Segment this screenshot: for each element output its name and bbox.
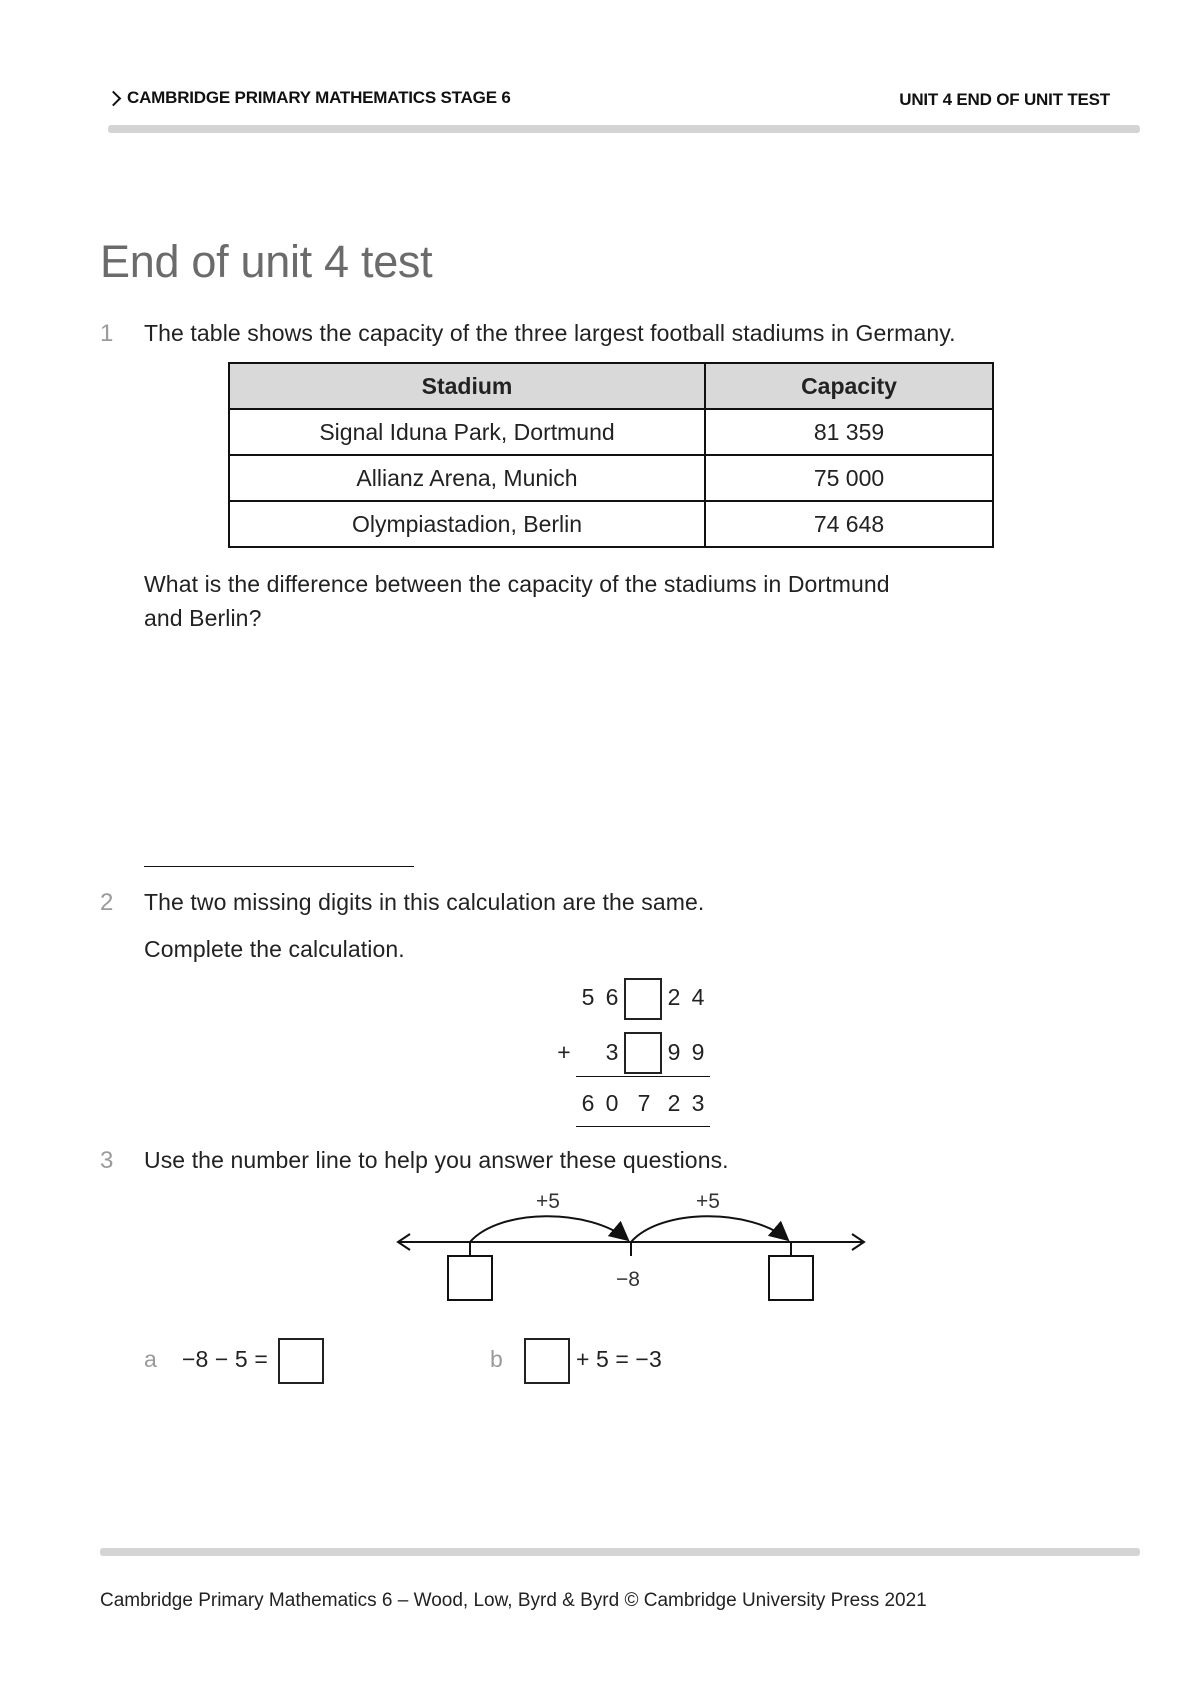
part-a-expression: −8 − 5 = [182,1346,268,1372]
jump-arc-2 [631,1216,788,1242]
table-header-row [229,363,993,409]
part-a-answer-box[interactable] [278,1338,324,1384]
middle-tick-label: −8 [616,1268,640,1291]
table-cell-capacity: 75 000 [705,455,993,501]
calc-row1-digit: 4 [691,984,705,1010]
question-1-prompt-line2: and Berlin? [144,605,262,631]
number-line-box-left[interactable] [448,1256,492,1300]
table-cell-capacity: 74 648 [705,501,993,547]
question-1-prompt-line1: What is the difference between the capacity of the stadiums in Dortmund [144,571,890,597]
calc-row2-digit: 9 [667,1039,681,1065]
calc-row1-digit: 6 [605,984,619,1010]
calc-result-digit: 6 [581,1090,595,1116]
calc-row2-digit: 9 [691,1039,705,1065]
question-2-text: The two missing digits in this calculation are the same. [144,889,705,915]
calc-result-underline [576,1126,710,1127]
table-header-stadium: Stadium [229,363,705,409]
question-1-answer-line[interactable] [144,866,414,867]
calc-row1-digit: 5 [581,984,595,1010]
addition-calculation [540,970,710,1130]
table-row [229,501,993,547]
jump-arc-1 [470,1216,628,1242]
table-row [229,409,993,455]
number-line-diagram [390,1180,870,1320]
calc-result-digit: 3 [691,1090,705,1116]
question-3-text: Use the number line to help you answer these questions. [144,1147,729,1173]
calc-row2-digit: 3 [605,1039,619,1065]
header-unit-title: UNIT 4 END OF UNIT TEST [899,90,1110,109]
table-cell-stadium: Olympiastadion, Berlin [229,501,705,547]
question-2-instruction: Complete the calculation. [144,936,405,962]
footer-copyright: Cambridge Primary Mathematics 6 – Wood, Low, Byrd & Byrd © Cambridge University Press 2021 [100,1590,927,1611]
question-3-number: 3 [100,1147,114,1174]
page-title: End of unit 4 test [100,236,433,287]
header-series-title: CAMBRIDGE PRIMARY MATHEMATICS STAGE 6 [127,88,511,107]
jump-label-1: +5 [536,1190,560,1213]
question-1-number: 1 [100,320,114,347]
calc-result-digit: 2 [667,1090,681,1116]
footer-divider [100,1548,1140,1556]
part-b-expression: + 5 = −3 [576,1346,662,1372]
calc-row1-digit: 2 [667,984,681,1010]
stadium-capacity-table [228,362,994,548]
table-cell-stadium: Allianz Arena, Munich [229,455,705,501]
calc-sum-line [576,1076,710,1077]
jump-label-2: +5 [696,1190,720,1213]
table-cell-capacity: 81 359 [705,409,993,455]
question-1-text: The table shows the capacity of the three largest football stadiums in Germany. [144,320,956,346]
table-cell-stadium: Signal Iduna Park, Dortmund [229,409,705,455]
part-b-answer-box[interactable] [524,1338,570,1384]
missing-digit-box-top[interactable] [624,978,662,1020]
question-2-number: 2 [100,889,114,916]
calc-result-digit: 7 [637,1090,651,1116]
header-divider [108,125,1140,133]
calc-result-digit: 0 [605,1090,619,1116]
part-a-letter: a [144,1346,157,1372]
part-b-letter: b [490,1346,503,1372]
missing-digit-box-bottom[interactable] [624,1032,662,1074]
table-row [229,455,993,501]
number-line-box-right[interactable] [769,1256,813,1300]
header-left [106,88,511,108]
table-header-capacity: Capacity [705,363,993,409]
chevron-right-icon [106,90,122,106]
calc-plus-sign: + [557,1039,571,1065]
